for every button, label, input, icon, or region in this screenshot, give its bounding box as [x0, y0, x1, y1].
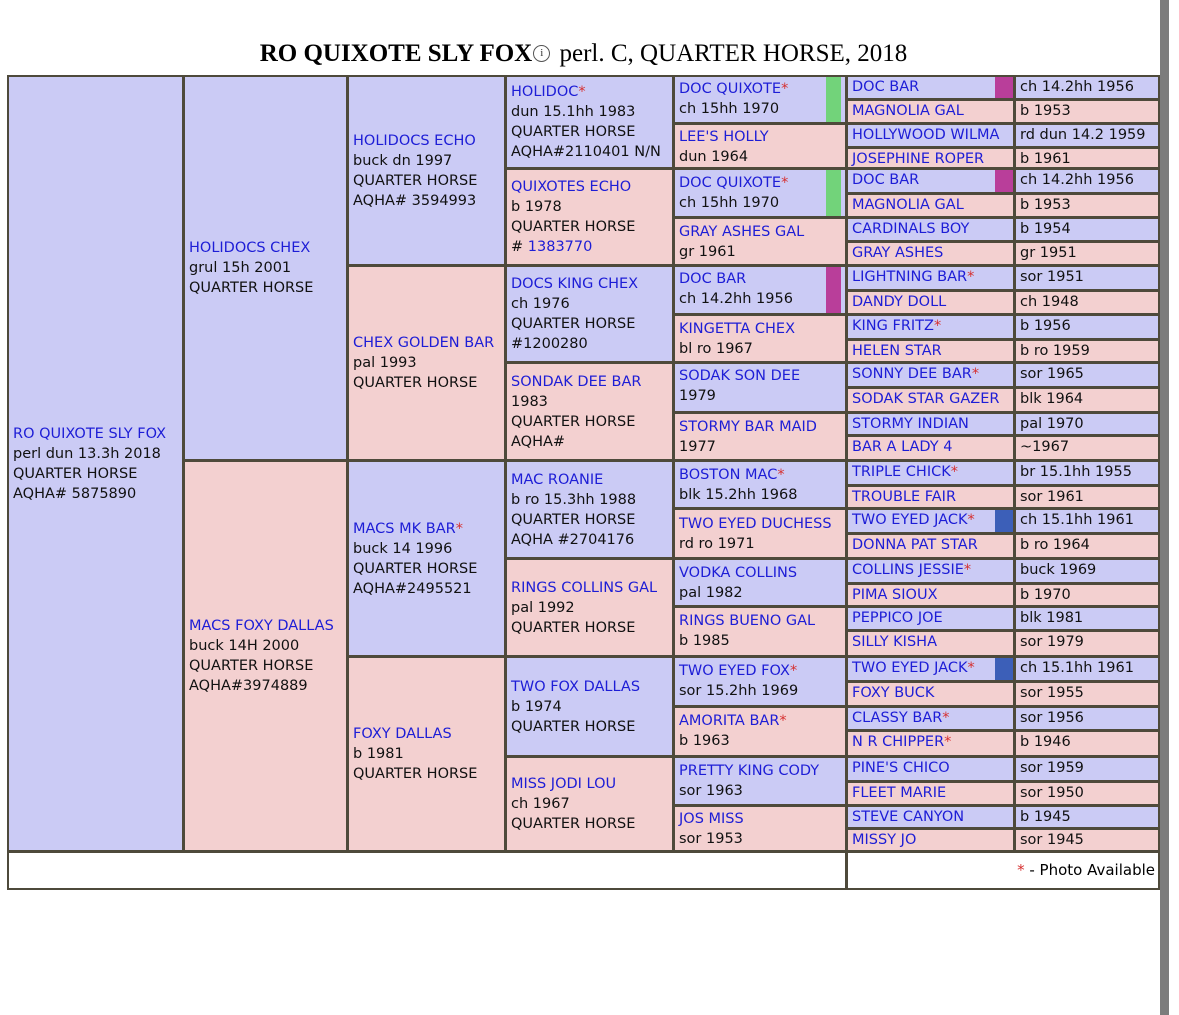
ancestor-name-cell	[848, 125, 1013, 146]
ancestor-cell	[675, 510, 845, 557]
horse-name-link[interactable]: PIMA SIOUX	[852, 587, 938, 603]
title-details: perl. C, QUARTER HORSE, 2018	[553, 40, 908, 67]
horse-details: blk 15.2hh 1968	[679, 487, 798, 503]
photo-star: *	[967, 512, 975, 528]
dam-cell	[185, 462, 346, 850]
horse-details: rd ro 1971	[679, 536, 755, 552]
horse-breed: QUARTER HORSE	[511, 124, 636, 140]
ancestor-name-cell	[848, 683, 1013, 705]
horse-breed: QUARTER HORSE	[511, 619, 636, 636]
horse-breed: QUARTER HORSE	[511, 413, 636, 430]
horse-name-link[interactable]: RINGS COLLINS GAL	[511, 579, 658, 596]
horse-name-link[interactable]: PEPPICO JOE	[852, 610, 943, 626]
ancestor-info-cell: blk 1964	[1016, 389, 1158, 411]
ancestor-name-cell	[848, 341, 1013, 361]
horse-breed: QUARTER HORSE	[511, 511, 636, 528]
horse-details: sor 1963	[679, 783, 743, 799]
horse-name-link[interactable]: MACS MK BAR	[353, 520, 456, 537]
horse-name-link[interactable]: GRAY ASHES GAL	[679, 224, 805, 240]
horse-breed: QUARTER HORSE	[189, 658, 314, 674]
horse-registration: AQHA #2704176	[511, 531, 635, 548]
horse-name-link[interactable]: N R CHIPPER	[852, 734, 945, 750]
horse-details: buck dn 1997	[353, 152, 453, 169]
ancestor-info-cell: b ro 1959	[1016, 341, 1158, 361]
horse-breed: QUARTER HORSE	[353, 172, 478, 189]
color-swatch	[826, 267, 841, 313]
vertical-scrollbar[interactable]	[1160, 0, 1169, 1015]
horse-registration: AQHA#2110401 N/N	[511, 144, 661, 160]
ancestor-name-cell	[848, 101, 1013, 122]
horse-name-link[interactable]: CARDINALS BOY	[852, 221, 970, 237]
photo-star: *	[455, 520, 463, 537]
legend-text: - Photo Available	[1024, 861, 1155, 879]
photo-star: *	[942, 710, 950, 726]
horse-breed: QUARTER HORSE	[511, 816, 636, 832]
horse-name-link[interactable]: MAC ROANIE	[511, 471, 604, 488]
horse-name-link[interactable]: SONDAK DEE BAR	[511, 373, 642, 390]
ancestor-cell	[675, 219, 845, 264]
horse-details: bl ro 1967	[679, 341, 753, 357]
info-icon[interactable]: i	[533, 45, 550, 62]
registration-link[interactable]: 1383770	[527, 239, 593, 255]
horse-details: pal 1982	[679, 585, 743, 601]
horse-breed: QUARTER HORSE	[511, 219, 636, 235]
color-swatch	[826, 77, 841, 122]
registration-prefix: #	[511, 239, 528, 255]
horse-name-link[interactable]: JOSEPHINE ROPER	[852, 151, 985, 167]
horse-name-link[interactable]: LIGHTNING BAR	[852, 269, 968, 285]
ancestor-name-cell	[848, 219, 1013, 240]
photo-star: *	[789, 663, 798, 679]
photo-star: *	[971, 366, 980, 382]
ancestor-cell	[675, 170, 845, 216]
horse-details: b 1978	[511, 199, 562, 215]
horse-details: grul 15h 2001	[189, 260, 292, 276]
ancestor-cell	[675, 267, 845, 313]
horse-name-link[interactable]: DOCS KING CHEX	[511, 276, 639, 292]
horse-details: 1983	[511, 393, 548, 410]
ancestor-info-cell: sor 1945	[1016, 830, 1158, 850]
ancestor-cell	[349, 267, 504, 459]
ancestor-cell	[675, 807, 845, 850]
horse-name-link[interactable]: SILLY KISHA	[852, 634, 937, 650]
ancestor-name-cell	[848, 487, 1013, 507]
ancestor-name-cell	[848, 195, 1013, 216]
ancestor-info-cell: b 1945	[1016, 807, 1158, 827]
horse-name-link[interactable]: HOLIDOCS ECHO	[353, 132, 476, 149]
ancestor-cell	[675, 125, 845, 167]
horse-breed: QUARTER HORSE	[189, 280, 314, 296]
horse-name-link[interactable]: BAR A LADY 4	[852, 439, 953, 455]
ancestor-info-cell: gr 1951	[1016, 243, 1158, 264]
ancestor-info-cell: b 1961	[1016, 149, 1158, 167]
ancestor-name-cell	[848, 560, 1013, 582]
horse-breed: QUARTER HORSE	[353, 766, 478, 782]
photo-star: *	[578, 84, 586, 100]
horse-name-link[interactable]: KING FRITZ	[852, 318, 934, 334]
horse-name-link[interactable]: DOC BAR	[679, 271, 747, 287]
horse-name-link[interactable]: TWO EYED JACK	[852, 660, 968, 676]
horse-name-link[interactable]: RINGS BUENO GAL	[679, 613, 816, 629]
ancestor-info-cell: sor 1956	[1016, 708, 1158, 729]
ancestor-name-cell	[848, 807, 1013, 827]
ancestor-cell	[675, 758, 845, 804]
ancestor-name-cell	[848, 170, 1013, 192]
horse-details: gr 1961	[679, 244, 736, 260]
horse-name-title: RO QUIXOTE SLY FOX	[259, 40, 533, 67]
photo-star: *	[781, 81, 789, 97]
horse-name-link[interactable]: TWO EYED DUCHESS	[679, 516, 832, 532]
horse-name-link[interactable]: MAGNOLIA GAL	[852, 197, 964, 213]
horse-name-link[interactable]: AMORITA BAR	[679, 713, 780, 729]
ancestor-name-cell	[848, 437, 1013, 459]
color-swatch	[995, 170, 1013, 192]
horse-details: ch 1967	[511, 796, 570, 812]
ancestor-cell	[349, 462, 504, 655]
ancestor-info-cell: br 15.1hh 1955	[1016, 462, 1158, 484]
horse-name-link[interactable]: DANDY DOLL	[852, 294, 947, 310]
page-title	[7, 40, 1160, 68]
horse-breed: QUARTER HORSE	[13, 465, 138, 482]
horse-details: buck 14 1996	[353, 540, 453, 557]
horse-details: 1977	[679, 439, 716, 455]
ancestor-name-cell	[848, 462, 1013, 484]
ancestor-info-cell: b 1953	[1016, 101, 1158, 122]
horse-details: b 1963	[679, 733, 730, 749]
ancestor-cell	[675, 658, 845, 705]
horse-name-link[interactable]: HELEN STAR	[852, 343, 942, 359]
ancestor-cell	[675, 364, 845, 411]
horse-name-link[interactable]: STORMY BAR MAID	[679, 419, 817, 435]
ancestor-cell	[349, 658, 504, 850]
photo-star: *	[1017, 861, 1025, 879]
horse-breed: QUARTER HORSE	[511, 718, 636, 735]
horse-name-link[interactable]: MACS FOXY DALLAS	[189, 618, 334, 634]
horse-details: ch 1976	[511, 296, 570, 312]
horse-breed: QUARTER HORSE	[511, 316, 636, 332]
horse-name-link[interactable]: MAGNOLIA GAL	[852, 103, 964, 119]
horse-details: sor 1953	[679, 831, 743, 847]
horse-name-link[interactable]: MISSY JO	[852, 832, 917, 848]
photo-star: *	[933, 318, 942, 334]
horse-registration: AQHA#3974889	[189, 678, 308, 694]
horse-details: b ro 15.3hh 1988	[511, 491, 637, 508]
ancestor-name-cell	[848, 708, 1013, 729]
ancestor-name-cell	[848, 364, 1013, 386]
ancestor-info-cell: ch 15.1hh 1961	[1016, 510, 1158, 532]
photo-star: *	[967, 269, 975, 285]
ancestor-name-cell	[848, 510, 1013, 532]
horse-name-link[interactable]: KINGETTA CHEX	[679, 321, 796, 337]
horse-details: sor 15.2hh 1969	[679, 683, 799, 699]
horse-name-link[interactable]: TWO EYED JACK	[852, 512, 968, 528]
photo-star: *	[944, 734, 952, 750]
ancestor-cell	[507, 364, 672, 459]
photo-star: *	[777, 467, 785, 483]
ancestor-info-cell: ch 15.1hh 1961	[1016, 658, 1158, 680]
horse-name-link[interactable]: HOLIDOC	[511, 84, 579, 100]
ancestor-cell	[675, 708, 845, 755]
horse-details: buck 14H 2000	[189, 638, 300, 654]
horse-name-link[interactable]: QUIXOTES ECHO	[511, 179, 632, 195]
ancestor-info-cell: sor 1979	[1016, 632, 1158, 655]
horse-name-link[interactable]: DONNA PAT STAR	[852, 537, 978, 553]
ancestor-name-cell	[848, 389, 1013, 411]
horse-breed: QUARTER HORSE	[353, 375, 478, 391]
ancestor-cell	[675, 560, 845, 605]
horse-name-link[interactable]: SODAK STAR GAZER	[852, 391, 1000, 407]
ancestor-info-cell: sor 1950	[1016, 783, 1158, 804]
ancestor-info-cell: b 1946	[1016, 732, 1158, 755]
horse-name-link[interactable]: GRAY ASHES	[852, 245, 944, 261]
photo-star: *	[950, 464, 958, 480]
subject-horse-cell	[9, 77, 182, 850]
ancestor-cell	[507, 170, 672, 264]
horse-registration: #1200280	[511, 336, 588, 352]
color-swatch	[995, 510, 1013, 532]
horse-details: ch 15hh 1970	[679, 195, 780, 211]
horse-details: b 1981	[353, 746, 404, 762]
horse-name-link[interactable]: DOC BAR	[852, 172, 920, 188]
ancestor-info-cell: sor 1961	[1016, 487, 1158, 507]
horse-details: pal 1993	[353, 355, 417, 371]
horse-name-link[interactable]: DOC QUIXOTE	[679, 175, 782, 191]
photo-star: *	[967, 660, 975, 676]
horse-details: ch 14.2hh 1956	[679, 291, 793, 307]
ancestor-info-cell: b ro 1964	[1016, 535, 1158, 557]
horse-name-link[interactable]: PRETTY KING CODY	[679, 763, 820, 779]
horse-name-link[interactable]: TWO EYED FOX	[679, 663, 790, 679]
ancestor-info-cell: ch 14.2hh 1956	[1016, 170, 1158, 192]
sire-cell	[185, 77, 346, 459]
ancestor-info-cell: ch 14.2hh 1956	[1016, 77, 1158, 98]
horse-name-link[interactable]: SONNY DEE BAR	[852, 366, 972, 382]
ancestor-name-cell	[848, 783, 1013, 804]
ancestor-name-cell	[848, 243, 1013, 264]
ancestor-cell	[675, 414, 845, 459]
ancestor-info-cell: ~1967	[1016, 437, 1158, 459]
ancestor-info-cell: buck 1969	[1016, 560, 1158, 582]
ancestor-info-cell: sor 1965	[1016, 364, 1158, 386]
ancestor-info-cell: ch 1948	[1016, 292, 1158, 313]
ancestor-info-cell: b 1954	[1016, 219, 1158, 240]
ancestor-name-cell	[848, 608, 1013, 629]
ancestor-cell	[507, 77, 672, 167]
horse-name-link[interactable]: VODKA COLLINS	[679, 565, 798, 581]
ancestor-cell	[507, 560, 672, 655]
photo-star: *	[963, 562, 972, 578]
horse-name-link[interactable]: CHEX GOLDEN BAR	[353, 335, 495, 351]
horse-name-link[interactable]: TWO FOX DALLAS	[511, 678, 641, 695]
horse-details: dun 1964	[679, 149, 749, 165]
horse-name-link[interactable]: HOLIDOCS CHEX	[189, 240, 311, 256]
ancestor-info-cell: pal 1970	[1016, 414, 1158, 434]
horse-name-link[interactable]: DOC BAR	[852, 79, 920, 95]
horse-name-link[interactable]: COLLINS JESSIE	[852, 562, 964, 578]
ancestor-cell	[507, 267, 672, 361]
ancestor-name-cell	[848, 414, 1013, 434]
horse-name-link[interactable]: CLASSY BAR	[852, 710, 943, 726]
ancestor-name-cell	[848, 267, 1013, 289]
ancestor-name-cell	[848, 292, 1013, 313]
horse-details: b 1985	[679, 633, 730, 649]
ancestor-name-cell	[848, 632, 1013, 655]
horse-details: pal 1992	[511, 599, 575, 616]
ancestor-name-cell	[848, 830, 1013, 850]
ancestor-cell	[675, 316, 845, 361]
ancestor-name-cell	[848, 535, 1013, 557]
footer-empty-cell	[9, 853, 845, 888]
photo-star: *	[779, 713, 787, 729]
horse-name-link[interactable]: BOSTON MAC	[679, 467, 778, 483]
horse-name-link[interactable]: MISS JODI LOU	[511, 776, 617, 792]
ancestor-cell	[507, 658, 672, 755]
horse-name-link[interactable]: FOXY BUCK	[852, 685, 935, 701]
ancestor-info-cell: b 1953	[1016, 195, 1158, 216]
horse-name-link[interactable]: TROUBLE FAIR	[852, 489, 957, 505]
color-swatch	[995, 77, 1013, 98]
horse-name-link[interactable]: DOC QUIXOTE	[679, 81, 782, 97]
horse-breed: QUARTER HORSE	[353, 560, 478, 577]
ancestor-cell	[675, 608, 845, 655]
ancestor-name-cell	[848, 585, 1013, 605]
ancestor-cell	[675, 77, 845, 122]
photo-legend	[848, 853, 1158, 888]
horse-details: perl dun 13.3h 2018	[13, 445, 161, 462]
ancestor-info-cell: rd dun 14.2 1959	[1016, 125, 1158, 146]
horse-details: 1979	[679, 388, 716, 404]
ancestor-name-cell	[848, 77, 1013, 98]
horse-name-link[interactable]: TRIPLE CHICK	[852, 464, 951, 480]
ancestor-info-cell: sor 1955	[1016, 683, 1158, 705]
horse-details: dun 15.1hh 1983	[511, 104, 636, 120]
ancestor-info-cell: sor 1959	[1016, 758, 1158, 780]
horse-registration: AQHA# 3594993	[353, 192, 477, 209]
horse-name-link[interactable]: LEE'S HOLLY	[679, 129, 769, 145]
horse-name-link[interactable]: SODAK SON DEE	[679, 368, 801, 384]
ancestor-info-cell: b 1956	[1016, 316, 1158, 338]
horse-name-link[interactable]: STORMY INDIAN	[852, 416, 969, 432]
ancestor-name-cell	[848, 658, 1013, 680]
horse-name-link[interactable]: RO QUIXOTE SLY FOX	[13, 425, 167, 442]
horse-details: ch 15hh 1970	[679, 101, 780, 117]
ancestor-cell	[349, 77, 504, 264]
ancestor-name-cell	[848, 758, 1013, 780]
horse-name-link[interactable]: HOLLYWOOD WILMA	[852, 127, 1000, 143]
horse-name-link[interactable]: FLEET MARIE	[852, 785, 947, 801]
color-swatch	[826, 170, 841, 216]
ancestor-cell	[675, 462, 845, 507]
horse-registration: AQHA#	[511, 433, 566, 450]
color-swatch	[995, 658, 1013, 680]
ancestor-name-cell	[848, 732, 1013, 755]
horse-name-link[interactable]: JOS MISS	[679, 811, 744, 827]
ancestor-cell	[507, 462, 672, 557]
horse-name-link[interactable]: STEVE CANYON	[852, 809, 965, 825]
horse-registration: AQHA#2495521	[353, 580, 472, 597]
ancestor-info-cell: b 1970	[1016, 585, 1158, 605]
horse-name-link[interactable]: PINE'S CHICO	[852, 760, 950, 776]
ancestor-name-cell	[848, 316, 1013, 338]
horse-registration: AQHA# 5875890	[13, 485, 137, 502]
ancestor-info-cell: blk 1981	[1016, 608, 1158, 629]
ancestor-name-cell	[848, 149, 1013, 167]
photo-star: *	[781, 175, 789, 191]
pedigree-table	[7, 75, 1160, 890]
horse-name-link[interactable]: FOXY DALLAS	[353, 726, 452, 742]
horse-details: b 1974	[511, 698, 562, 715]
ancestor-cell	[507, 758, 672, 850]
ancestor-info-cell: sor 1951	[1016, 267, 1158, 289]
